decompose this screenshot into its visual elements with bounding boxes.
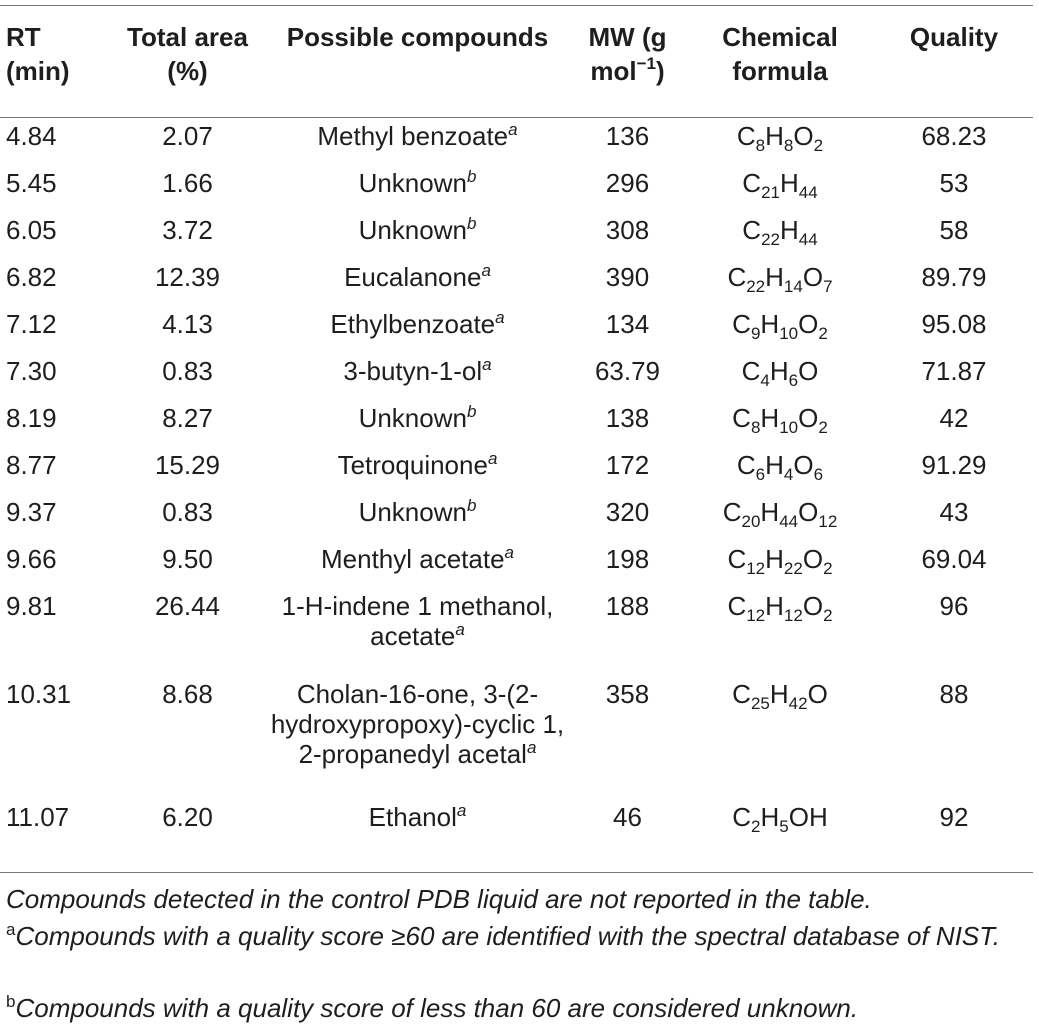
cell-mw: 308	[605, 215, 650, 245]
formula-element: H	[769, 679, 789, 709]
formula-subscript: 2	[751, 817, 761, 836]
formula-element: H	[760, 802, 780, 832]
cell-mw: 172	[605, 450, 650, 480]
formula-element: C	[742, 215, 762, 245]
cell-rt: 10.31	[6, 679, 72, 709]
cell-compound	[265, 356, 570, 403]
cell-mw: 390	[605, 262, 650, 292]
compound-name: 1-H-indene 1 methanol, acetate	[281, 591, 554, 651]
cell-rt: 6.05	[6, 215, 57, 245]
footnote-marker: a	[495, 308, 505, 327]
cell-compound	[265, 802, 570, 849]
cell-quality: 69.04	[921, 544, 987, 574]
formula-element: O	[807, 679, 828, 709]
cell-formula	[685, 403, 875, 450]
formula-element: C	[736, 121, 756, 151]
formula-element: H	[765, 591, 784, 621]
compound-name: Eucalanone	[344, 262, 482, 292]
cell-rt: 9.66	[6, 544, 57, 574]
compound-name: Cholan-16-one, 3-(2-hydroxypropoxy)-cyclic 1, 2-propanedyl acetal	[270, 679, 565, 769]
formula-element: C	[727, 544, 747, 574]
formula-element: O	[793, 450, 814, 480]
cell-mw: 134	[605, 309, 650, 339]
formula-element: C	[732, 309, 751, 339]
bottom-rule	[0, 872, 1033, 873]
table-row	[0, 168, 1033, 215]
formula-subscript: 14	[783, 277, 803, 296]
cell-rt: 8.19	[6, 403, 57, 433]
footnote-marker: a	[526, 738, 537, 757]
table-row	[0, 497, 1033, 544]
header-quality: Quality	[909, 22, 999, 52]
formula-subscript: 44	[798, 230, 818, 249]
formula-subscript: 2	[818, 418, 828, 437]
cell-compound	[265, 544, 570, 591]
formula-element: H	[780, 215, 799, 245]
formula-subscript: 21	[761, 183, 780, 202]
formula-subscript: 22	[761, 230, 780, 249]
formula-subscript: 22	[783, 559, 803, 578]
cell-total-area: 0.83	[162, 497, 213, 527]
formula-subscript: 44	[779, 512, 799, 531]
cell-total-area: 1.66	[162, 168, 213, 198]
cell-compound	[265, 215, 570, 262]
cell-quality: 96	[939, 591, 969, 621]
cell-total-area: 8.68	[162, 679, 213, 709]
formula-subscript: 12	[783, 606, 803, 625]
compound-name: Unknown	[358, 497, 467, 527]
footnote-marker: a	[456, 801, 467, 820]
header-compounds: Possible compounds	[286, 22, 549, 52]
formula-element: C	[722, 497, 742, 527]
formula-subscript: 8	[755, 136, 766, 155]
formula-subscript: 8	[750, 418, 761, 437]
formula-element: H	[765, 121, 784, 151]
formula-subscript: 8	[783, 136, 794, 155]
cell-total-area: 3.72	[162, 215, 213, 245]
cell-quality: 92	[939, 802, 969, 832]
cell-compound	[265, 168, 570, 215]
formula-subscript: 6	[813, 465, 824, 484]
cell-rt: 8.77	[6, 450, 57, 480]
cell-mw: 198	[605, 544, 650, 574]
formula-element: O	[802, 262, 824, 292]
cell-total-area: 9.50	[162, 544, 213, 574]
formula-element: C	[732, 403, 751, 433]
formula-subscript: 2	[813, 136, 824, 155]
formula-element: H	[760, 309, 780, 339]
formula-subscript: 10	[779, 418, 799, 437]
compound-name: Methyl benzoate	[317, 121, 509, 151]
footnote-marker: a	[481, 261, 491, 280]
formula-subscript: 25	[750, 694, 770, 713]
footnote-marker: a	[504, 543, 515, 562]
cell-total-area: 6.20	[162, 802, 213, 832]
cell-formula	[685, 679, 875, 802]
cell-mw: 358	[605, 679, 650, 709]
formula-element: H	[765, 262, 784, 292]
table-row	[0, 262, 1033, 309]
formula-element: H	[760, 403, 780, 433]
cell-quality: 71.87	[921, 356, 987, 386]
cell-compound	[265, 679, 570, 802]
formula-element: O	[798, 309, 819, 339]
footnote-marker: b	[466, 167, 477, 186]
cell-rt: 7.12	[6, 309, 57, 339]
table-row	[0, 309, 1033, 356]
formula-element: H	[765, 544, 784, 574]
formula-element: H	[769, 356, 789, 386]
cell-formula	[685, 168, 875, 215]
table-row	[0, 450, 1033, 497]
compound-name: Ethylbenzoate	[330, 309, 496, 339]
compound-name: Unknown	[358, 168, 467, 198]
footnote-marker: a	[487, 449, 498, 468]
cell-rt: 11.07	[6, 802, 70, 832]
cell-quality: 88	[939, 679, 969, 709]
formula-subscript: 10	[779, 324, 799, 343]
cell-formula	[685, 356, 875, 403]
table-body	[0, 117, 1033, 849]
cell-total-area: 0.83	[162, 356, 213, 386]
cell-compound	[265, 591, 570, 679]
top-rule	[0, 5, 1033, 6]
footnote-control: Compounds detected in the control PDB liquid are not reported in the table.	[6, 884, 872, 914]
formula-subscript: 4	[760, 371, 770, 390]
table-row	[0, 356, 1033, 403]
table-row	[0, 679, 1033, 802]
footnote-b: $^b$Compounds with a quality score of less than 60 are considered unknown.	[6, 992, 859, 1023]
cell-formula	[685, 262, 875, 309]
cell-formula	[685, 802, 875, 849]
cell-mw: 46	[613, 802, 642, 832]
table-row	[0, 117, 1033, 168]
cell-mw: 320	[605, 497, 650, 527]
formula-subscript: 12	[818, 512, 838, 531]
cell-mw: 188	[605, 591, 650, 621]
formula-subscript: 42	[788, 694, 808, 713]
formula-subscript: 9	[750, 324, 761, 343]
cell-total-area: 26.44	[154, 591, 221, 621]
header-mw: MW (g mol$^{-1}$)	[588, 22, 667, 86]
footnote-marker: a	[508, 120, 518, 139]
header-formula: Chemical formula	[722, 22, 838, 86]
cell-quality: 42	[939, 403, 969, 433]
cell-quality: 43	[939, 497, 969, 527]
footnote-marker: a	[482, 355, 492, 374]
formula-element: C	[742, 168, 762, 198]
cell-compound	[265, 262, 570, 309]
header-row	[0, 20, 1033, 117]
formula-element: O	[793, 121, 814, 151]
formula-element: H	[760, 497, 780, 527]
cell-rt: 9.37	[6, 497, 57, 527]
cell-quality: 91.29	[921, 450, 987, 480]
table-row	[0, 544, 1033, 591]
formula-subscript: 2	[823, 559, 833, 578]
cell-rt: 9.81	[6, 591, 57, 621]
cell-total-area: 8.27	[162, 403, 213, 433]
formula-subscript: 12	[746, 559, 766, 578]
cell-compound	[265, 309, 570, 356]
cell-rt: 5.45	[6, 168, 57, 198]
table-row	[0, 591, 1033, 679]
cell-formula	[685, 497, 875, 544]
cell-total-area: 2.07	[162, 121, 213, 151]
formula-element: H	[765, 450, 784, 480]
formula-subscript: 4	[783, 465, 794, 484]
formula-subscript: 20	[741, 512, 761, 531]
formula-subscript: 6	[755, 465, 766, 484]
cell-formula	[685, 450, 875, 497]
formula-element: O	[798, 497, 819, 527]
cell-compound	[265, 403, 570, 450]
formula-element: C	[727, 591, 747, 621]
compound-name: Tetroquinone	[337, 450, 488, 480]
table-row	[0, 802, 1033, 849]
formula-subscript: 7	[823, 277, 833, 296]
cell-compound	[265, 497, 570, 544]
formula-element: C	[732, 679, 751, 709]
compound-name: Unknown	[358, 215, 467, 245]
table-row	[0, 403, 1033, 450]
formula-element: OH	[788, 802, 828, 832]
cell-formula	[685, 215, 875, 262]
cell-compound	[265, 450, 570, 497]
formula-subscript: 5	[779, 817, 789, 836]
formula-element: O	[798, 403, 819, 433]
cell-mw: 63.79	[594, 356, 661, 386]
cell-quality: 58	[939, 215, 969, 245]
cell-formula	[685, 544, 875, 591]
cell-total-area: 12.39	[154, 262, 221, 292]
header-rt: RT (min)	[6, 22, 70, 86]
cell-quality: 68.23	[921, 121, 987, 151]
compounds-table	[0, 20, 1033, 849]
compound-name: Ethanol	[368, 802, 457, 832]
formula-element: C	[732, 802, 752, 832]
cell-mw: 136	[605, 121, 650, 151]
cell-formula	[685, 117, 875, 168]
cell-formula	[685, 591, 875, 679]
compound-name: Unknown	[358, 403, 467, 433]
formula-subscript: 2	[818, 324, 828, 343]
cell-total-area: 4.13	[162, 309, 213, 339]
formula-element: O	[798, 356, 819, 386]
formula-element: C	[727, 262, 747, 292]
formula-subscript: 6	[788, 371, 799, 390]
cell-rt: 4.84	[6, 121, 57, 151]
cell-quality: 95.08	[921, 309, 987, 339]
footnote-marker: b	[466, 496, 477, 515]
formula-element: H	[780, 168, 799, 198]
cell-rt: 7.30	[6, 356, 57, 386]
cell-mw: 296	[605, 168, 650, 198]
formula-subscript: 12	[746, 606, 766, 625]
header-total-area: Total area (%)	[127, 22, 248, 86]
cell-quality: 89.79	[921, 262, 987, 292]
cell-rt: 6.82	[6, 262, 57, 292]
formula-element: C	[736, 450, 756, 480]
cell-formula	[685, 309, 875, 356]
formula-element: O	[802, 544, 824, 574]
compound-name: Menthyl acetate	[320, 544, 505, 574]
footnote-marker: b	[466, 402, 477, 421]
formula-element: O	[802, 591, 824, 621]
cell-quality: 53	[939, 168, 969, 198]
table-row	[0, 215, 1033, 262]
formula-subscript: 44	[798, 183, 818, 202]
formula-subscript: 2	[823, 606, 833, 625]
compound-name: 3-butyn-1-ol	[343, 356, 483, 386]
footnote-a: $^a$Compounds with a quality score ≥60 are identified with the spectral database of NIST.	[6, 920, 1000, 951]
formula-subscript: 22	[746, 277, 766, 296]
cell-compound	[265, 117, 570, 168]
cell-mw: 138	[605, 403, 650, 433]
formula-element: C	[741, 356, 761, 386]
footnote-marker: b	[466, 214, 477, 233]
footnote-marker: a	[455, 620, 465, 639]
cell-total-area: 15.29	[154, 450, 221, 480]
